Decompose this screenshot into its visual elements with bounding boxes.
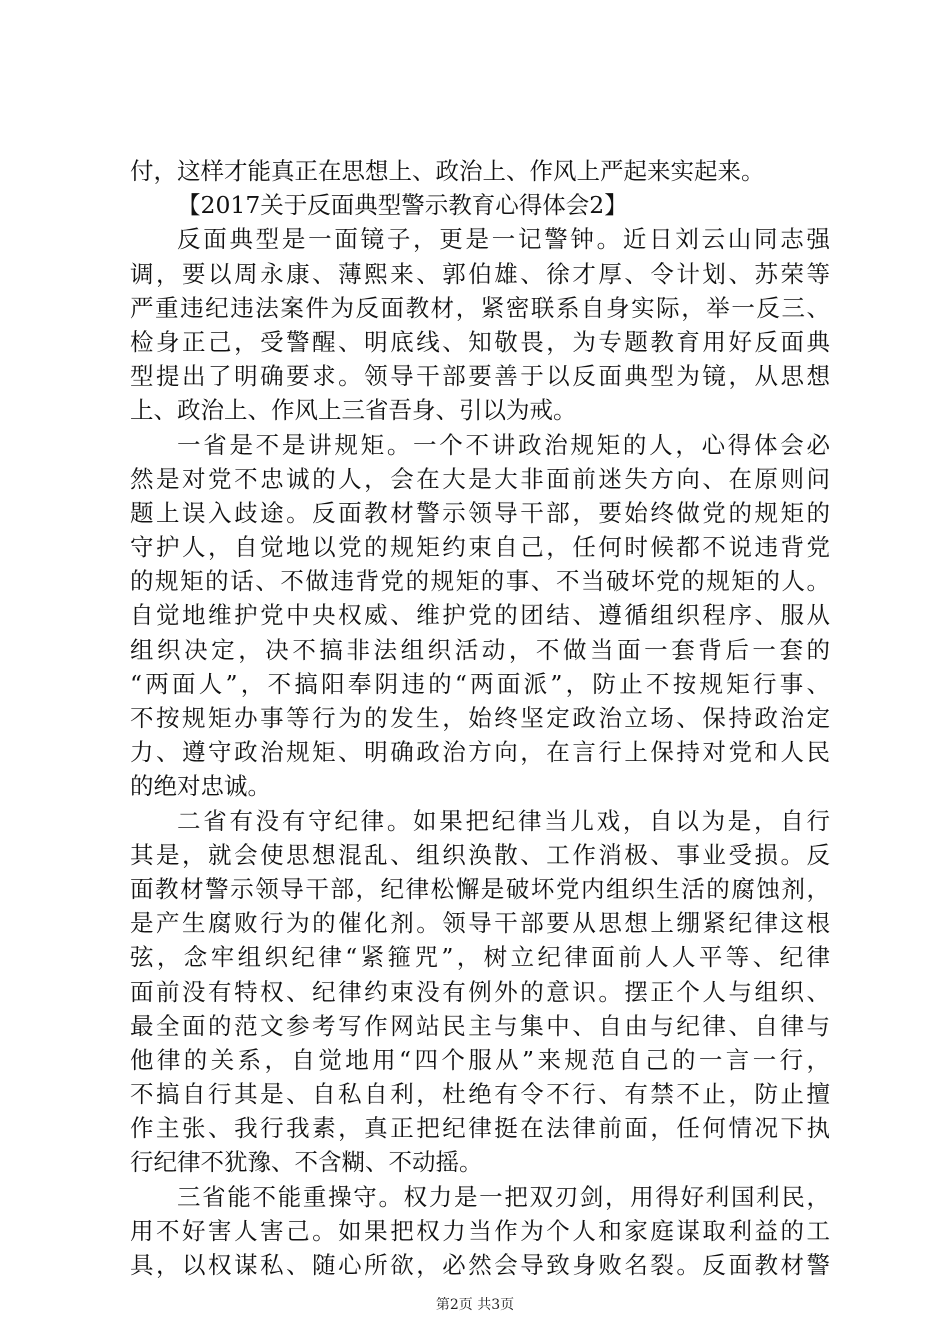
text-line: 弦，念牢组织纪律“紧箍咒”，树立纪律面前人人平等、纪律	[130, 943, 830, 972]
text-line: 守护人，自觉地以党的规矩约束自己，任何时候都不说违背党	[130, 533, 830, 562]
text-line: 型提出了明确要求。领导干部要善于以反面典型为镜，从思想	[130, 362, 830, 391]
text-line: 二省有没有守纪律。如果把纪律当儿戏，自以为是，自行	[177, 806, 830, 835]
text-line: 调，要以周永康、薄熙来、郭伯雄、徐才厚、令计划、苏荣等	[130, 259, 830, 288]
text-line: 严重违纪违法案件为反面教材，紧密联系自身实际，举一反三、	[130, 293, 830, 322]
text-line: 不搞自行其是、自私自利，杜绝有令不行、有禁不止，防止擅	[130, 1080, 830, 1109]
text-line: 三省能不能重操守。权力是一把双刃剑，用得好利国利民，	[177, 1182, 830, 1211]
text-line: 具，以权谋私、随心所欲，必然会导致身败名裂。反面教材警	[130, 1251, 830, 1279]
text-line: 【2017关于反面典型警示教育心得体会2】	[177, 191, 628, 220]
text-line: 面前没有特权、纪律约束没有例外的意识。摆正个人与组织、	[130, 977, 830, 1006]
text-line: 然是对党不忠诚的人，会在大是大非面前迷失方向、在原则问	[130, 464, 830, 493]
text-line: 不按规矩办事等行为的发生，始终坚定政治立场、保持政治定	[130, 704, 830, 732]
text-line: 作主张、我行我素，真正把纪律挺在法律前面，任何情况下执	[130, 1114, 830, 1143]
text-line: 题上误入歧途。反面教材警示领导干部，要始终做党的规矩的	[130, 498, 830, 527]
text-line: 的规矩的话、不做违背党的规矩的事、不当破坏党的规矩的人。	[130, 567, 830, 596]
text-line: 一省是不是讲规矩。一个不讲政治规矩的人，心得体会必	[177, 430, 830, 459]
text-line: 组织决定，决不搞非法组织活动，不做当面一套背后一套的	[130, 635, 830, 664]
text-line: 最全面的范文参考写作网站民主与集中、自由与纪律、自律与	[130, 1011, 830, 1040]
text-line: 检身正己，受警醒、明底线、知敬畏，为专题教育用好反面典	[130, 327, 830, 356]
text-line: 是产生腐败行为的催化剂。领导干部要从思想上绷紧纪律这根	[130, 909, 830, 938]
text-line: 的绝对忠诚。	[130, 772, 271, 801]
text-line: 面教材警示领导干部，纪律松懈是破坏党内组织生活的腐蚀剂，	[130, 874, 830, 903]
text-line: 用不好害人害己。如果把权力当作为个人和家庭谋取利益的工	[130, 1216, 830, 1245]
text-line: 上、政治上、作风上三省吾身、引以为戒。	[130, 396, 577, 425]
text-line: 付，这样才能真正在思想上、政治上、作风上严起来实起来。	[130, 157, 765, 185]
body-text	[130, 154, 830, 1282]
text-line: 力、遵守政治规矩、明确政治方向，在言行上保持对党和人民	[130, 738, 830, 767]
page-footer: 第2页 共3页	[435, 1297, 515, 1313]
text-line: 反面典型是一面镜子，更是一记警钟。近日刘云山同志强	[177, 225, 830, 254]
text-line: 他律的关系，自觉地用“四个服从”来规范自己的一言一行，	[130, 1045, 830, 1074]
text-line: 其是，就会使思想混乱、组织涣散、工作消极、事业受损。反	[130, 840, 830, 869]
text-line: 自觉地维护党中央权威、维护党的团结、遵循组织程序、服从	[130, 601, 830, 630]
text-line: 行纪律不犹豫、不含糊、不动摇。	[130, 1148, 483, 1177]
text-line: “两面人”，不搞阳奉阴违的“两面派”，防止不按规矩行事、	[130, 669, 830, 698]
